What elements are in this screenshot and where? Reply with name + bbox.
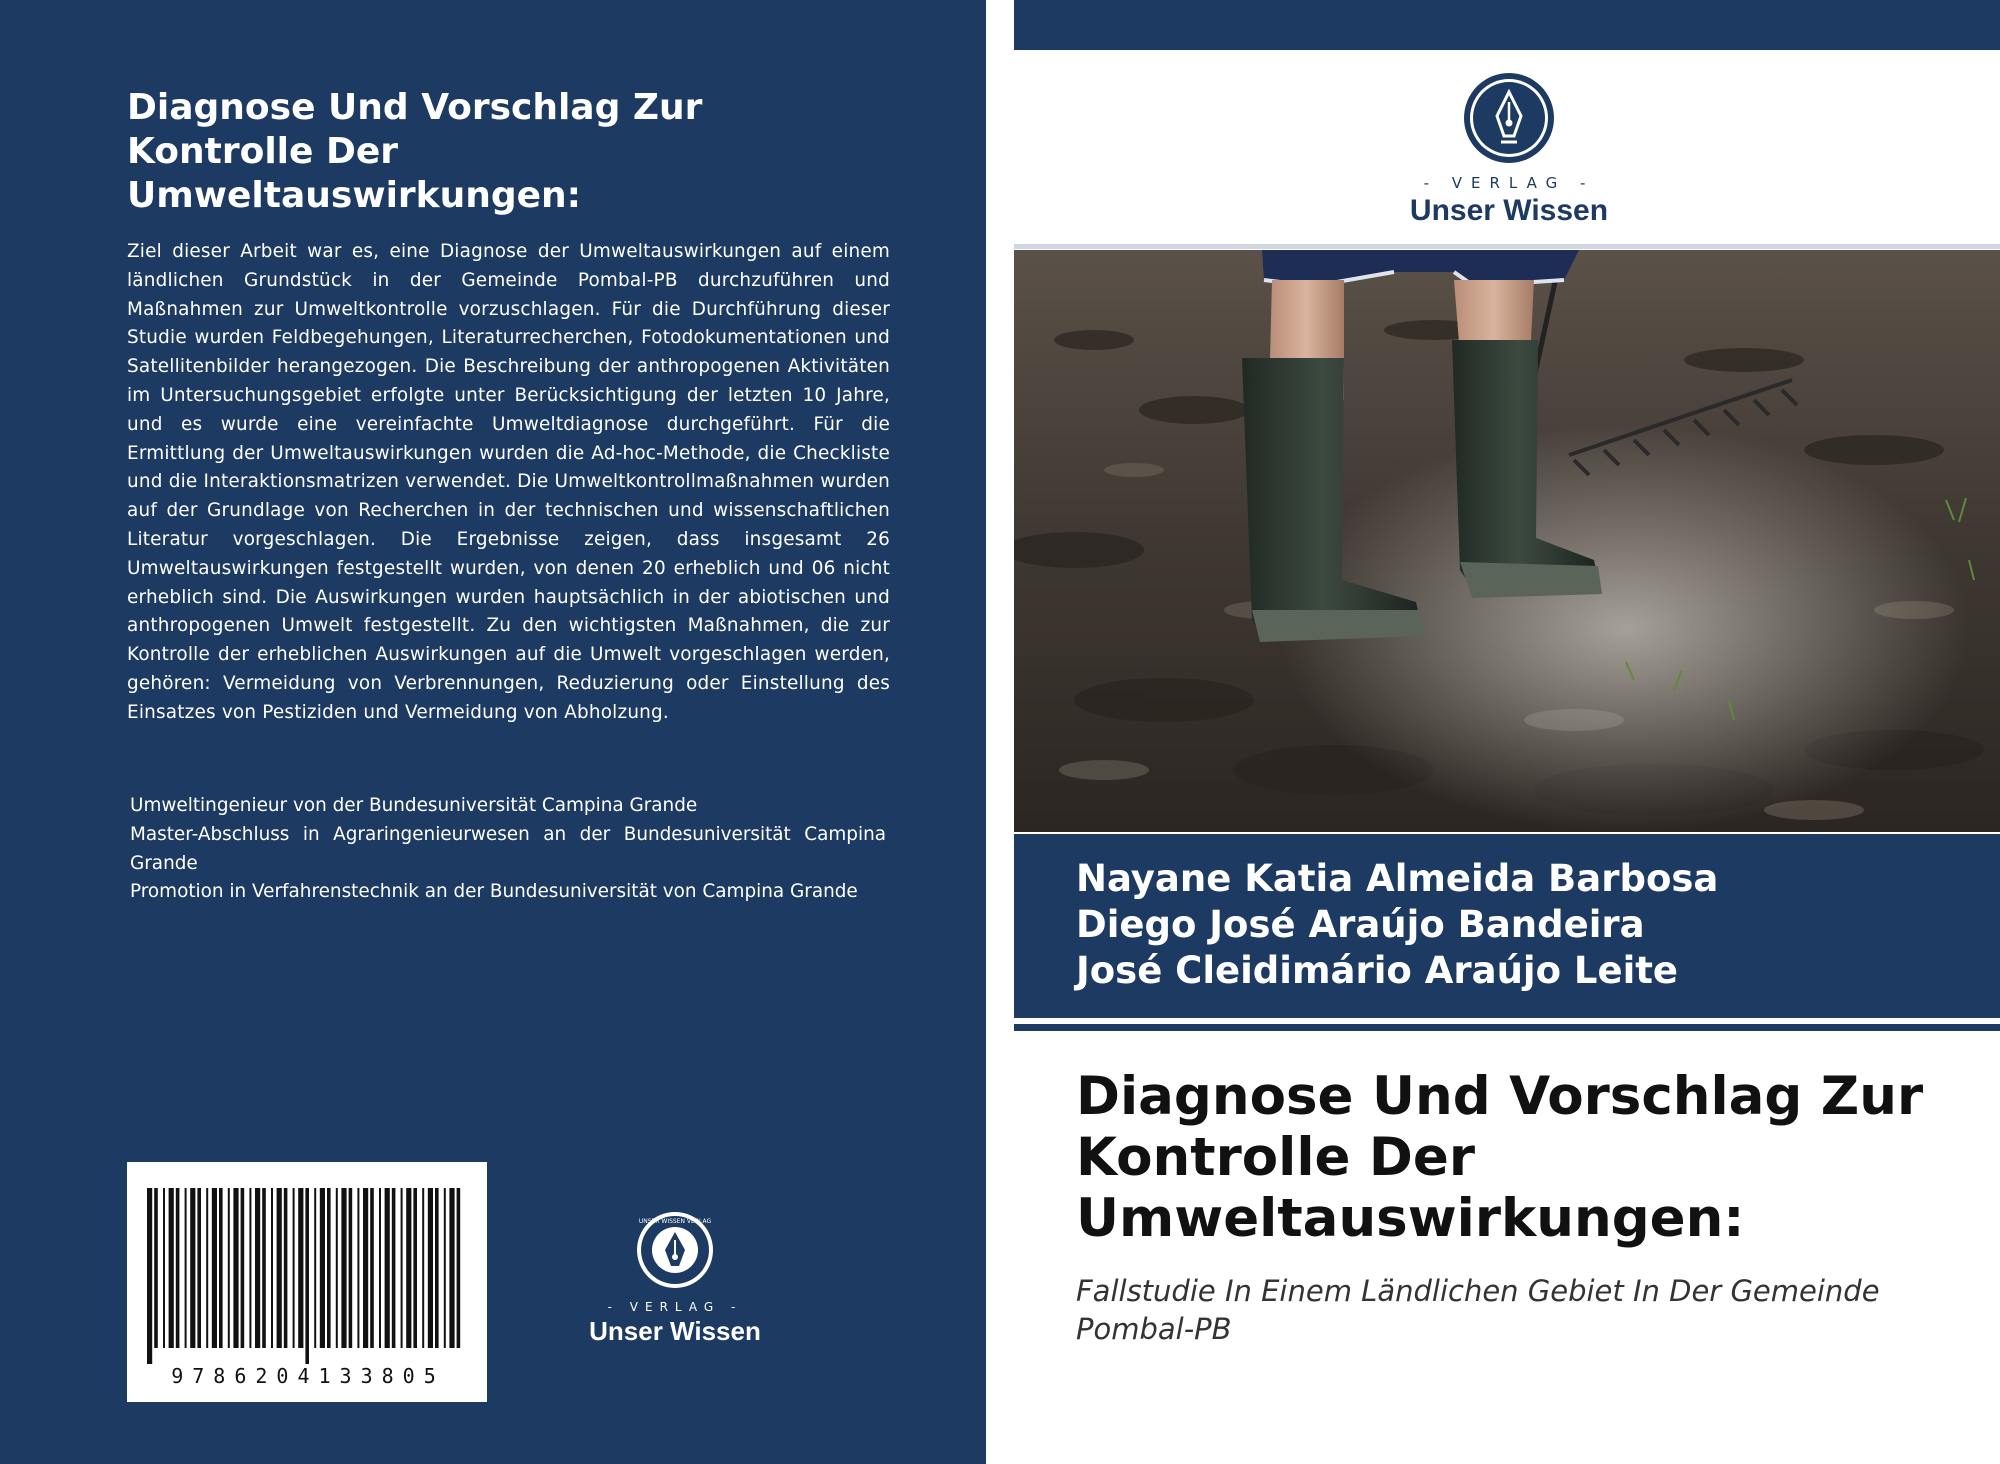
isbn-number: 9786204133805: [171, 1364, 445, 1388]
barcode-bar: [233, 1188, 238, 1348]
barcode-bar: [185, 1188, 187, 1348]
farmer-boots-rake-photo: [1014, 250, 2000, 832]
barcode-bar: [413, 1188, 417, 1348]
barcode-bar: [298, 1188, 303, 1348]
barcode-bar: [219, 1188, 223, 1348]
back-cover: [0, 0, 986, 1464]
divider: [1014, 1024, 2000, 1031]
barcode-bar: [357, 1188, 359, 1348]
barcode-bar: [228, 1188, 230, 1348]
barcode-bar: [449, 1188, 454, 1348]
author-name: Nayane Katia Almeida Barbosa: [1076, 857, 1719, 900]
pen-nib-seal-icon: [635, 1210, 715, 1290]
barcode-bar: [444, 1188, 446, 1348]
barcode-bar: [401, 1188, 403, 1348]
barcode-bar: [163, 1188, 165, 1348]
barcode-bar: [327, 1188, 331, 1348]
author-list: [1076, 856, 1718, 994]
barcode-bar: [212, 1188, 217, 1348]
barcode-bar: [255, 1188, 260, 1348]
back-publisher-logo: [580, 1210, 770, 1350]
barcode-bar: [422, 1188, 424, 1348]
photo-top-rule: [1014, 244, 2000, 249]
publisher-brand: Unser Wissen: [589, 1316, 761, 1346]
barcode-bar: [320, 1188, 325, 1348]
verlag-label: - VERLAG -: [1423, 174, 1595, 192]
pen-nib-seal-icon: [1461, 70, 1557, 166]
front-subtitle: Fallstudie In Einem Ländlichen Gebiet In Der Gemeinde Pombal-PB: [1076, 1274, 1880, 1346]
verlag-label: - VERLAG -: [607, 1300, 743, 1314]
barcode-bar: [190, 1188, 195, 1348]
barcode-bar: [176, 1188, 180, 1348]
spine: [986, 0, 1014, 1464]
back-title: Diagnose Und Vorschlag Zur Kontrolle Der Umweltauswirkungen:: [127, 87, 703, 216]
barcode-bar: [277, 1188, 282, 1348]
barcode-bar: [284, 1188, 288, 1348]
bio-line: Umweltingenieur von der Bundesuniversität Campina Grande: [130, 795, 698, 816]
authors-banner: [1014, 834, 2000, 1018]
front-publisher-logo: [1374, 70, 1644, 230]
barcode-icon: [145, 1188, 469, 1364]
barcode-bar: [271, 1188, 273, 1348]
author-name: José Cleidimário Araújo Leite: [1076, 949, 1679, 992]
barcode-bar: [349, 1188, 353, 1348]
bio-line: Promotion in Verfahrenstechnik an der Bundesuniversität von Campina Grande: [130, 881, 858, 903]
barcode-bar: [293, 1188, 295, 1348]
isbn-barcode: [127, 1162, 487, 1402]
barcode-bar: [154, 1188, 158, 1348]
back-abstract: Ziel dieser Arbeit war es, eine Diagnose der Umweltauswirkungen auf einem ländlichen Grundstück in der Gemeinde Pombal-PB durchzuführen und Maßnahmen zur Umweltkontrolle vorzuschlagen. Für die Durchführung dieser Studie wurden Feldbegehungen, Literaturrecherchen, Fotodokumentationen und Satellitenbilder herangezogen. Die Beschreibung der anthropogenen Aktivitäten im Untersuchungsgebiet erfolgte unter Berücksichtigung der letzten 10 Jahre, und es wurde eine vereinfachte Umweltdiagnose durchgeführt. Für die Ermittlung der Umweltauswirkungen wurden die Ad-hoc-Methode, die Checkliste und die Interaktionsmatrizen verwendet. Die Umweltkontrollmaßnahmen wurden auf der Grundlage von Recherchen in der technischen und wissenschaftlichen Literatur vorgeschlagen. Die Ergebnisse zeigen, dass insgesamt 26 Umweltauswirkungen festgestellt wurden, von denen 20 erheblich und 06 nicht erheblich sind. Die Auswirkungen wurden hauptsächlich in der abiotischen und anthropogenen Umwelt festgestellt. Zu den wichtigsten Maßnahmen, die zur Kontrolle der erheblichen Auswirkungen auf die Umwelt vorgeschlagen werden, gehören: Vermeidung von Verbrennungen, Reduzierung oder Einstellung des Einsatzes von Pestiziden und Vermeidung von Abholzung.: [127, 241, 890, 723]
barcode-bar: [147, 1188, 152, 1364]
barcode-bar: [262, 1188, 266, 1348]
author-name: Diego José Araújo Bandeira: [1076, 903, 1645, 946]
barcode-bar: [406, 1188, 411, 1348]
barcode-bar: [379, 1188, 381, 1348]
publisher-brand: Unser Wissen: [1409, 194, 1609, 227]
front-cover: [1014, 0, 2000, 1464]
barcode-bar: [314, 1188, 316, 1348]
barcode-bar: [428, 1188, 433, 1348]
bio-line: Master-Abschluss in Agraringenieurwesen an der Bundesuniversität Campina Grande: [130, 823, 886, 874]
cover-photo: [1014, 250, 2000, 832]
barcode-bar: [370, 1188, 374, 1348]
author-bio: [130, 792, 886, 907]
barcode-bar: [249, 1188, 251, 1348]
barcode-bar: [363, 1188, 368, 1348]
barcode-bar: [241, 1188, 245, 1348]
barcode-bar: [305, 1188, 309, 1364]
barcode-bar: [341, 1188, 346, 1348]
barcode-bar: [457, 1188, 461, 1348]
barcode-bar: [206, 1188, 208, 1348]
top-bar: [1014, 0, 2000, 50]
barcode-bar: [336, 1188, 338, 1348]
front-title: Diagnose Und Vorschlag Zur Kontrolle Der Umweltauswirkungen:: [1076, 1066, 1924, 1249]
barcode-bar: [197, 1188, 201, 1348]
barcode-bar: [169, 1188, 174, 1348]
svg-text:UNSER WISSEN VERLAG: UNSER WISSEN VERLAG: [638, 1218, 712, 1225]
barcode-bar: [392, 1188, 396, 1348]
barcode-bar: [385, 1188, 390, 1348]
barcode-bar: [435, 1188, 439, 1348]
